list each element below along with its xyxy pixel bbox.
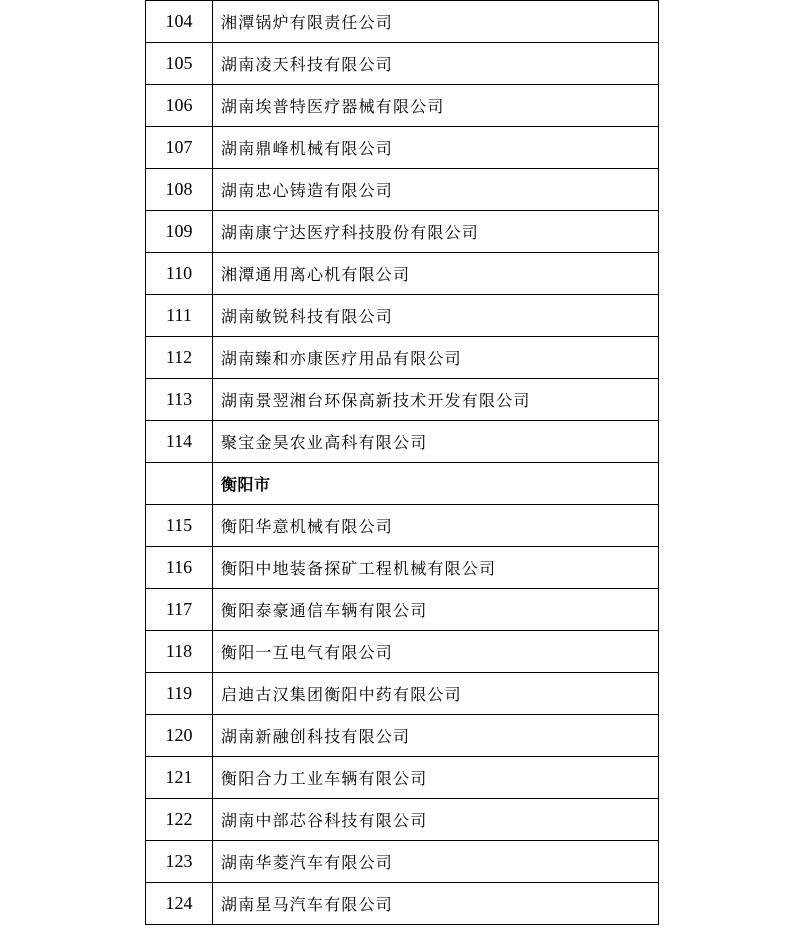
company-name: 湖南凌天科技有限公司 — [213, 43, 659, 85]
row-number: 119 — [146, 673, 213, 715]
company-name: 湖南景翌湘台环保高新技术开发有限公司 — [213, 379, 659, 421]
row-number: 116 — [146, 547, 213, 589]
table-row — [146, 757, 659, 799]
row-number: 123 — [146, 841, 213, 883]
table-row — [146, 589, 659, 631]
company-name: 湖南新融创科技有限公司 — [213, 715, 659, 757]
company-name: 湘潭锅炉有限责任公司 — [213, 1, 659, 43]
row-number — [146, 463, 213, 505]
company-name: 衡阳华意机械有限公司 — [213, 505, 659, 547]
company-name: 湖南康宁达医疗科技股份有限公司 — [213, 211, 659, 253]
row-number: 113 — [146, 379, 213, 421]
table-row — [146, 673, 659, 715]
section-header-row — [146, 463, 659, 505]
company-name: 湖南臻和亦康医疗用品有限公司 — [213, 337, 659, 379]
row-number: 124 — [146, 883, 213, 925]
company-name: 湖南星马汽车有限公司 — [213, 883, 659, 925]
company-name: 湖南敏锐科技有限公司 — [213, 295, 659, 337]
company-name: 衡阳一互电气有限公司 — [213, 631, 659, 673]
company-list-table — [145, 0, 659, 925]
row-number: 117 — [146, 589, 213, 631]
company-name: 湘潭通用离心机有限公司 — [213, 253, 659, 295]
table-row — [146, 421, 659, 463]
row-number: 107 — [146, 127, 213, 169]
row-number: 122 — [146, 799, 213, 841]
table-row — [146, 169, 659, 211]
company-name: 衡阳中地装备探矿工程机械有限公司 — [213, 547, 659, 589]
row-number: 112 — [146, 337, 213, 379]
table-row — [146, 883, 659, 925]
table-row — [146, 295, 659, 337]
company-name: 启迪古汉集团衡阳中药有限公司 — [213, 673, 659, 715]
company-name: 衡阳合力工业车辆有限公司 — [213, 757, 659, 799]
section-title: 衡阳市 — [213, 463, 659, 505]
table-row — [146, 127, 659, 169]
table-row — [146, 1, 659, 43]
row-number: 121 — [146, 757, 213, 799]
row-number: 106 — [146, 85, 213, 127]
company-name: 湖南埃普特医疗器械有限公司 — [213, 85, 659, 127]
company-name: 衡阳泰豪通信车辆有限公司 — [213, 589, 659, 631]
table-row — [146, 43, 659, 85]
table-row — [146, 841, 659, 883]
company-name: 聚宝金昊农业高科有限公司 — [213, 421, 659, 463]
table-row — [146, 505, 659, 547]
table-row — [146, 379, 659, 421]
table-row — [146, 631, 659, 673]
table-row — [146, 799, 659, 841]
row-number: 120 — [146, 715, 213, 757]
row-number: 110 — [146, 253, 213, 295]
row-number: 114 — [146, 421, 213, 463]
table-row — [146, 211, 659, 253]
row-number: 105 — [146, 43, 213, 85]
row-number: 115 — [146, 505, 213, 547]
row-number: 118 — [146, 631, 213, 673]
table-row — [146, 253, 659, 295]
table-row — [146, 715, 659, 757]
row-number: 108 — [146, 169, 213, 211]
row-number: 109 — [146, 211, 213, 253]
table-row — [146, 337, 659, 379]
company-name: 湖南中部芯谷科技有限公司 — [213, 799, 659, 841]
row-number: 104 — [146, 1, 213, 43]
table-row — [146, 547, 659, 589]
company-name: 湖南华菱汽车有限公司 — [213, 841, 659, 883]
company-name: 湖南忠心铸造有限公司 — [213, 169, 659, 211]
table-row — [146, 85, 659, 127]
row-number: 111 — [146, 295, 213, 337]
company-name: 湖南鼎峰机械有限公司 — [213, 127, 659, 169]
